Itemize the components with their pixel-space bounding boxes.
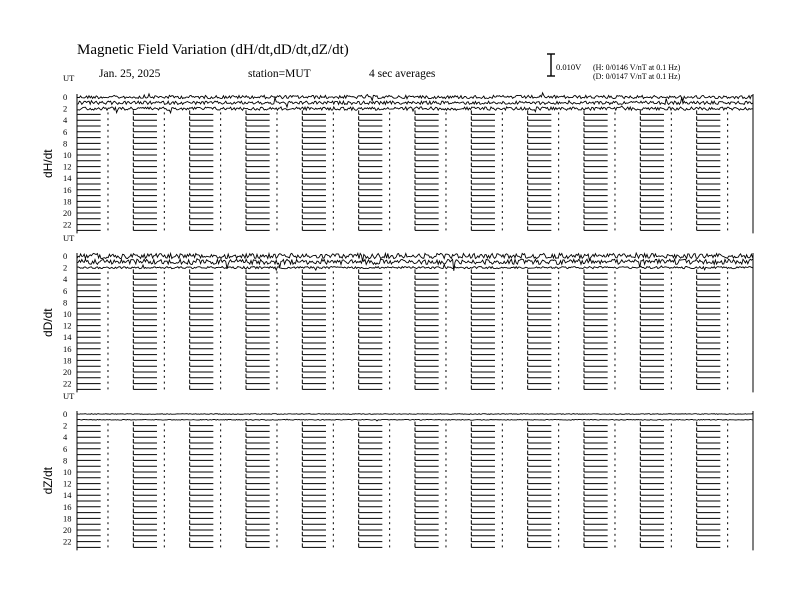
- hour-label: 10: [63, 467, 72, 477]
- hour-label: 4: [63, 274, 68, 285]
- hour-label: 0: [63, 92, 68, 102]
- trace-hour-2: [77, 265, 753, 271]
- hour-label: 8: [63, 297, 68, 308]
- hour-label: 20: [63, 525, 72, 535]
- scale-bar-icon: [547, 54, 555, 76]
- trace-hour-1: [77, 97, 753, 107]
- hour-label: 22: [63, 378, 72, 389]
- hour-label: 2: [63, 420, 68, 431]
- panel-ylabel: dZ/dt: [41, 467, 55, 495]
- hour-label: 18: [63, 355, 72, 366]
- panel-dH-dt: [41, 73, 753, 233]
- trace-hour-1: [77, 259, 753, 271]
- panel-ylabel: dH/dt: [41, 149, 55, 179]
- ut-label: UT: [63, 73, 75, 83]
- hour-label: 16: [63, 343, 72, 354]
- panel-ylabel: dD/dt: [41, 308, 55, 338]
- hour-label: 22: [63, 219, 72, 230]
- hour-label: 2: [63, 262, 68, 273]
- hour-label: 20: [63, 208, 72, 218]
- hour-label: 14: [63, 173, 72, 184]
- ut-label: UT: [63, 233, 75, 243]
- hour-label: 8: [63, 455, 68, 466]
- panel-dD-dt: [41, 233, 753, 392]
- scale-d-sensitivity: (D: 0/0147 V/nT at 0.1 Hz): [593, 72, 681, 81]
- station-label: station=MUT: [248, 68, 311, 80]
- hour-label: 16: [63, 501, 72, 512]
- hour-label: 22: [63, 536, 72, 547]
- trace-hour-0: [77, 253, 753, 261]
- trace-hour-0: [77, 414, 753, 415]
- hour-label: 6: [63, 285, 68, 296]
- figure-title: Magnetic Field Variation (dH/dt,dD/dt,dZ/dt): [77, 42, 349, 58]
- trace-hour-0: [77, 93, 753, 101]
- hour-label: 12: [63, 161, 72, 172]
- hour-label: 14: [63, 490, 72, 501]
- hour-label: 4: [63, 432, 68, 443]
- hour-label: 12: [63, 320, 72, 331]
- hour-label: 12: [63, 478, 72, 489]
- hour-label: 20: [63, 367, 72, 377]
- ut-label: UT: [63, 391, 75, 401]
- scale-h-sensitivity: (H: 0/0146 V/nT at 0.1 Hz): [593, 63, 681, 72]
- hour-label: 4: [63, 115, 68, 126]
- hour-label: 6: [63, 126, 68, 137]
- hour-label: 18: [63, 196, 72, 207]
- hour-label: 2: [63, 103, 68, 114]
- hour-label: 0: [63, 251, 68, 261]
- hour-label: 6: [63, 443, 68, 454]
- hour-label: 8: [63, 138, 68, 149]
- date-label: Jan. 25, 2025: [99, 68, 161, 80]
- hour-label: 10: [63, 309, 72, 319]
- scale-value: 0.010V: [556, 62, 582, 72]
- trace-hour-1: [77, 419, 753, 421]
- averaging-label: 4 sec averages: [369, 68, 436, 80]
- hour-label: 18: [63, 513, 72, 524]
- hour-label: 10: [63, 150, 72, 160]
- hour-label: 14: [63, 332, 72, 343]
- panel-dZ-dt: [41, 391, 753, 550]
- hour-label: 0: [63, 409, 68, 419]
- hour-label: 16: [63, 184, 72, 195]
